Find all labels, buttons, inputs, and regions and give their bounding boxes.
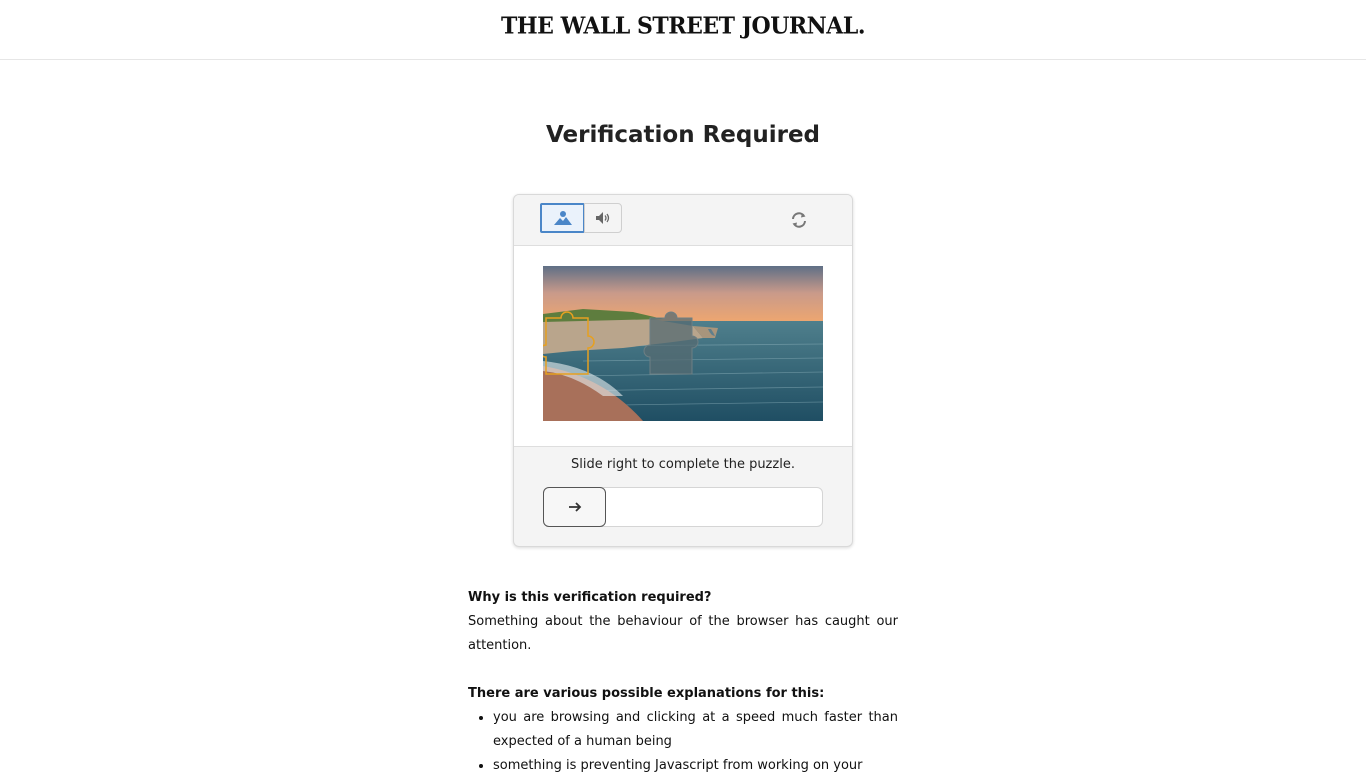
captcha-image-area bbox=[514, 246, 852, 447]
visual-challenge-button[interactable] bbox=[540, 203, 585, 233]
site-logo[interactable]: THE WALL STREET JOURNAL. bbox=[500, 12, 865, 40]
explanations-heading: There are various possible explanations for this: bbox=[468, 686, 825, 701]
puzzle-image bbox=[543, 266, 823, 421]
refresh-button[interactable] bbox=[789, 210, 809, 230]
explanations-list bbox=[468, 706, 898, 778]
verification-info bbox=[468, 586, 898, 778]
refresh-icon bbox=[790, 211, 808, 229]
puzzle-captcha bbox=[513, 194, 853, 547]
slider-handle[interactable] bbox=[543, 487, 606, 527]
why-question: Why is this verification required? bbox=[468, 590, 712, 605]
arrow-right-icon bbox=[568, 501, 582, 513]
image-icon bbox=[553, 210, 573, 226]
list-item: • you are browsing and clicking at a speed much faster than expected of a human being bbox=[493, 706, 898, 754]
slider-instruction: Slide right to complete the puzzle. bbox=[571, 457, 795, 472]
list-item: • something is preventing Javascript from working on your bbox=[493, 754, 898, 778]
audio-challenge-button[interactable] bbox=[584, 203, 622, 233]
site-header bbox=[0, 0, 1366, 60]
page-title: Verification Required bbox=[545, 122, 821, 148]
captcha-toolbar bbox=[514, 195, 852, 246]
speaker-icon bbox=[595, 211, 611, 225]
why-answer: Something about the behaviour of the browser has caught our attention. bbox=[468, 614, 898, 653]
captcha-footer bbox=[514, 447, 852, 547]
